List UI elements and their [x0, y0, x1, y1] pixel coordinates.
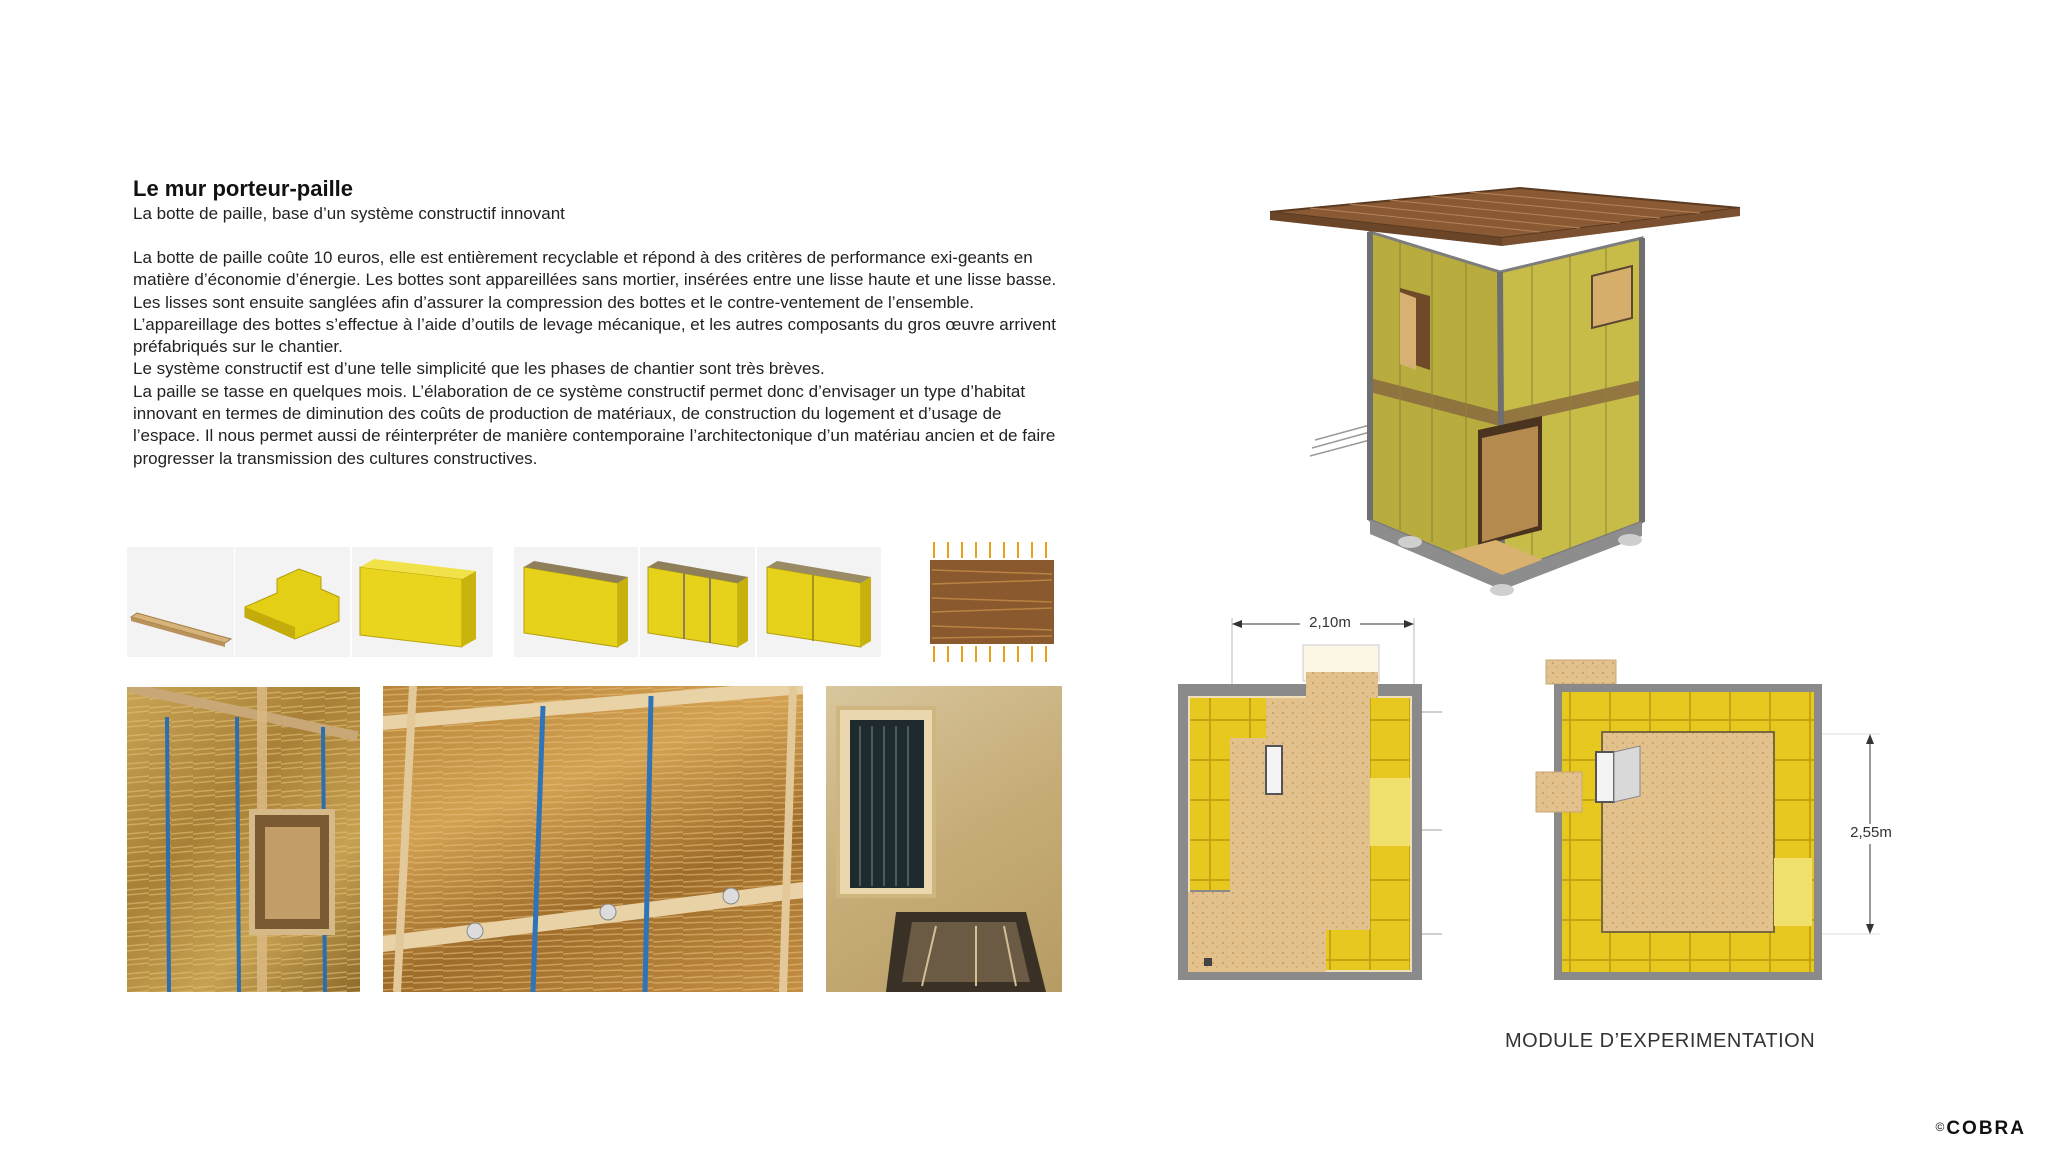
thumb-wall-with-rails — [514, 547, 638, 657]
photo-interior-opening — [826, 686, 1062, 992]
plan-width-dimension: 2,10m — [1300, 614, 1360, 631]
photo-wall-strapping-detail — [383, 686, 803, 992]
thumb-wall-finished — [757, 547, 881, 657]
brand-logo — [1935, 1118, 2026, 1140]
paragraph: La paille se tasse en quelques mois. L’élaboration de ce système constructif permet donc d’envisager un type d’habitat innovant en termes de diminution des coûts de production de matériaux, de construction du logement et d’usage de l’espace. Il nous permet aussi de réinterpréter de manière contemporaine l’architectonique d’un matériau ancien et de faire progresser la transmission des cultures constructives. — [133, 381, 1056, 468]
thumb-compression-diagram — [926, 540, 1061, 665]
thumb-bale-steps — [235, 547, 350, 657]
copyright-symbol: © — [1935, 1120, 1945, 1134]
article-title: Le mur porteur-paille — [133, 176, 354, 201]
photo-bale-wall-window — [127, 687, 360, 992]
module-3d-model — [1270, 180, 1750, 610]
brand-name: COBRA — [1946, 1118, 2026, 1139]
article-body — [133, 247, 1073, 470]
article-subtitle: La botte de paille, base d’un système constructif innovant — [133, 204, 565, 223]
paragraph: Le système constructif est d’une telle simplicité que les phases de chantier sont très brèves. — [133, 359, 825, 379]
thumb-wall-strapped — [640, 547, 755, 657]
paragraph: La botte de paille coûte 10 euros, elle est entièrement recyclable et répond à des critères de performance exi-geants en matière d’économie d’énergie. Les bottes sont appareillées sans mortier, insérées entre une lisse haute et une lisse basse. Les lisses sont ensuite sanglées afin d’assurer la compression des bottes et le contre-ventement de l’ensemble. L’appareillage des bottes s’effectue à l’aide d’outils de levage mécanique, et les autres composants du gros œuvre arrivent préfabriqués sur le chantier. — [133, 248, 1057, 357]
floor-plans — [1170, 600, 1930, 1010]
thumb-bale-wall — [352, 547, 493, 657]
thumb-plank — [127, 547, 234, 657]
figure-caption: MODULE D’EXPERIMENTATION — [1505, 1030, 1816, 1052]
plan-height-dimension: 2,55m — [1846, 824, 1896, 841]
